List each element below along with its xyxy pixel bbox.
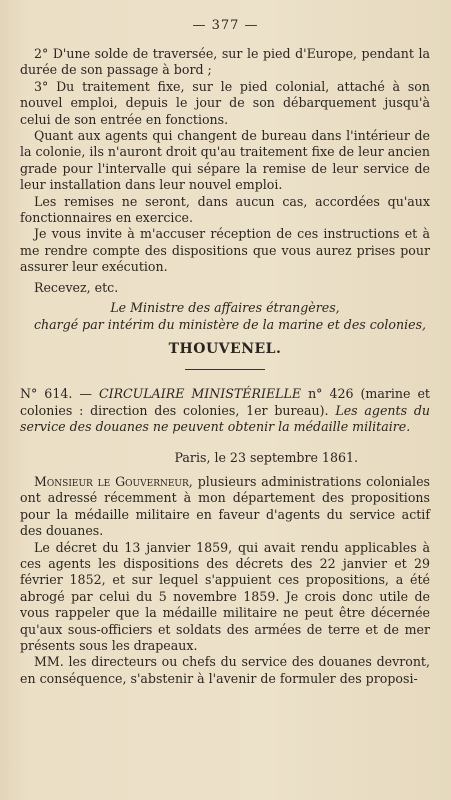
heading-number: N° 614. — (20, 386, 92, 402)
salutation: Monsieur le Gouverneur, (34, 473, 193, 489)
paragraph (20, 474, 430, 540)
heading-ref: n° 426 (marine et colonies : direction des colonies, 1er bureau). (20, 386, 430, 418)
page-number: — 377 — (192, 18, 259, 33)
paragraph: Les remises ne seront, dans aucun cas, accordées qu'aux fonctionnaires en exercice. (20, 193, 430, 226)
paragraph: MM. les directeurs ou chefs du service des douanes devront, en conséquence, s'abstenir à l'avenir de formuler des proposi- (20, 654, 430, 686)
sign-title: chargé par intérim du ministère de la marine et des colonies, (33, 316, 427, 332)
dateline: Paris, le 23 septembre 1861. (174, 449, 358, 465)
paragraph: Le décret du 13 janvier 1859, qui avait rendu applicables à ces agents les dispositions des décrets des 22 janvier et 29 février 1852, et sur lequel s'appuient ces propositions, a été abrogé par celui du 5 novembre 1859. Je crois donc utile de vous rappeler que la médaille militaire ne peut être décernée qu'aux sous-officiers et soldats des armées de terre et de mer présents sous les drapeaux. (20, 539, 430, 653)
closing: Recevez, etc. (34, 279, 119, 295)
page-text (20, 46, 430, 687)
paragraph-text: plusieurs administrations coloniales ont adressé récemment à mon département des propositions pour la médaille militaire en faveur d'agents du service actif des douanes. (20, 473, 430, 539)
paragraph: Quant aux agents qui changent de bureau dans l'intérieur de la colonie, ils n'auront droit qu'au traitement fixe de leur ancien grade pour l'intervalle qui sépare la remise de leur service de leur installation dans leur nouvel emploi. (20, 128, 430, 193)
heading-title: CIRCULAIRE MINISTÉRIELLE (98, 386, 302, 402)
divider (185, 369, 265, 370)
heading-subject: Les agents du service des douanes ne peuvent obtenir la médaille militaire. (20, 402, 430, 435)
heading (20, 386, 430, 435)
sign-title: Le Ministre des affaires étrangères, (110, 300, 340, 316)
paragraph: 3° Du traitement fixe, sur le pied colonial, attaché à son nouvel emploi, depuis le jour de son débarquement jusqu'à celui de son entrée en fonctions. (20, 78, 430, 127)
signature: THOUVENEL. (168, 340, 282, 357)
paragraph: 2° D'une solde de traversée, sur le pied d'Europe, pendant la durée de son passage à bord ; (20, 46, 430, 78)
paragraph: Je vous invite à m'accuser réception de ces instructions et à me rendre compte des dispositions que vous aurez prises pour assurer leur exécution. (20, 226, 430, 275)
